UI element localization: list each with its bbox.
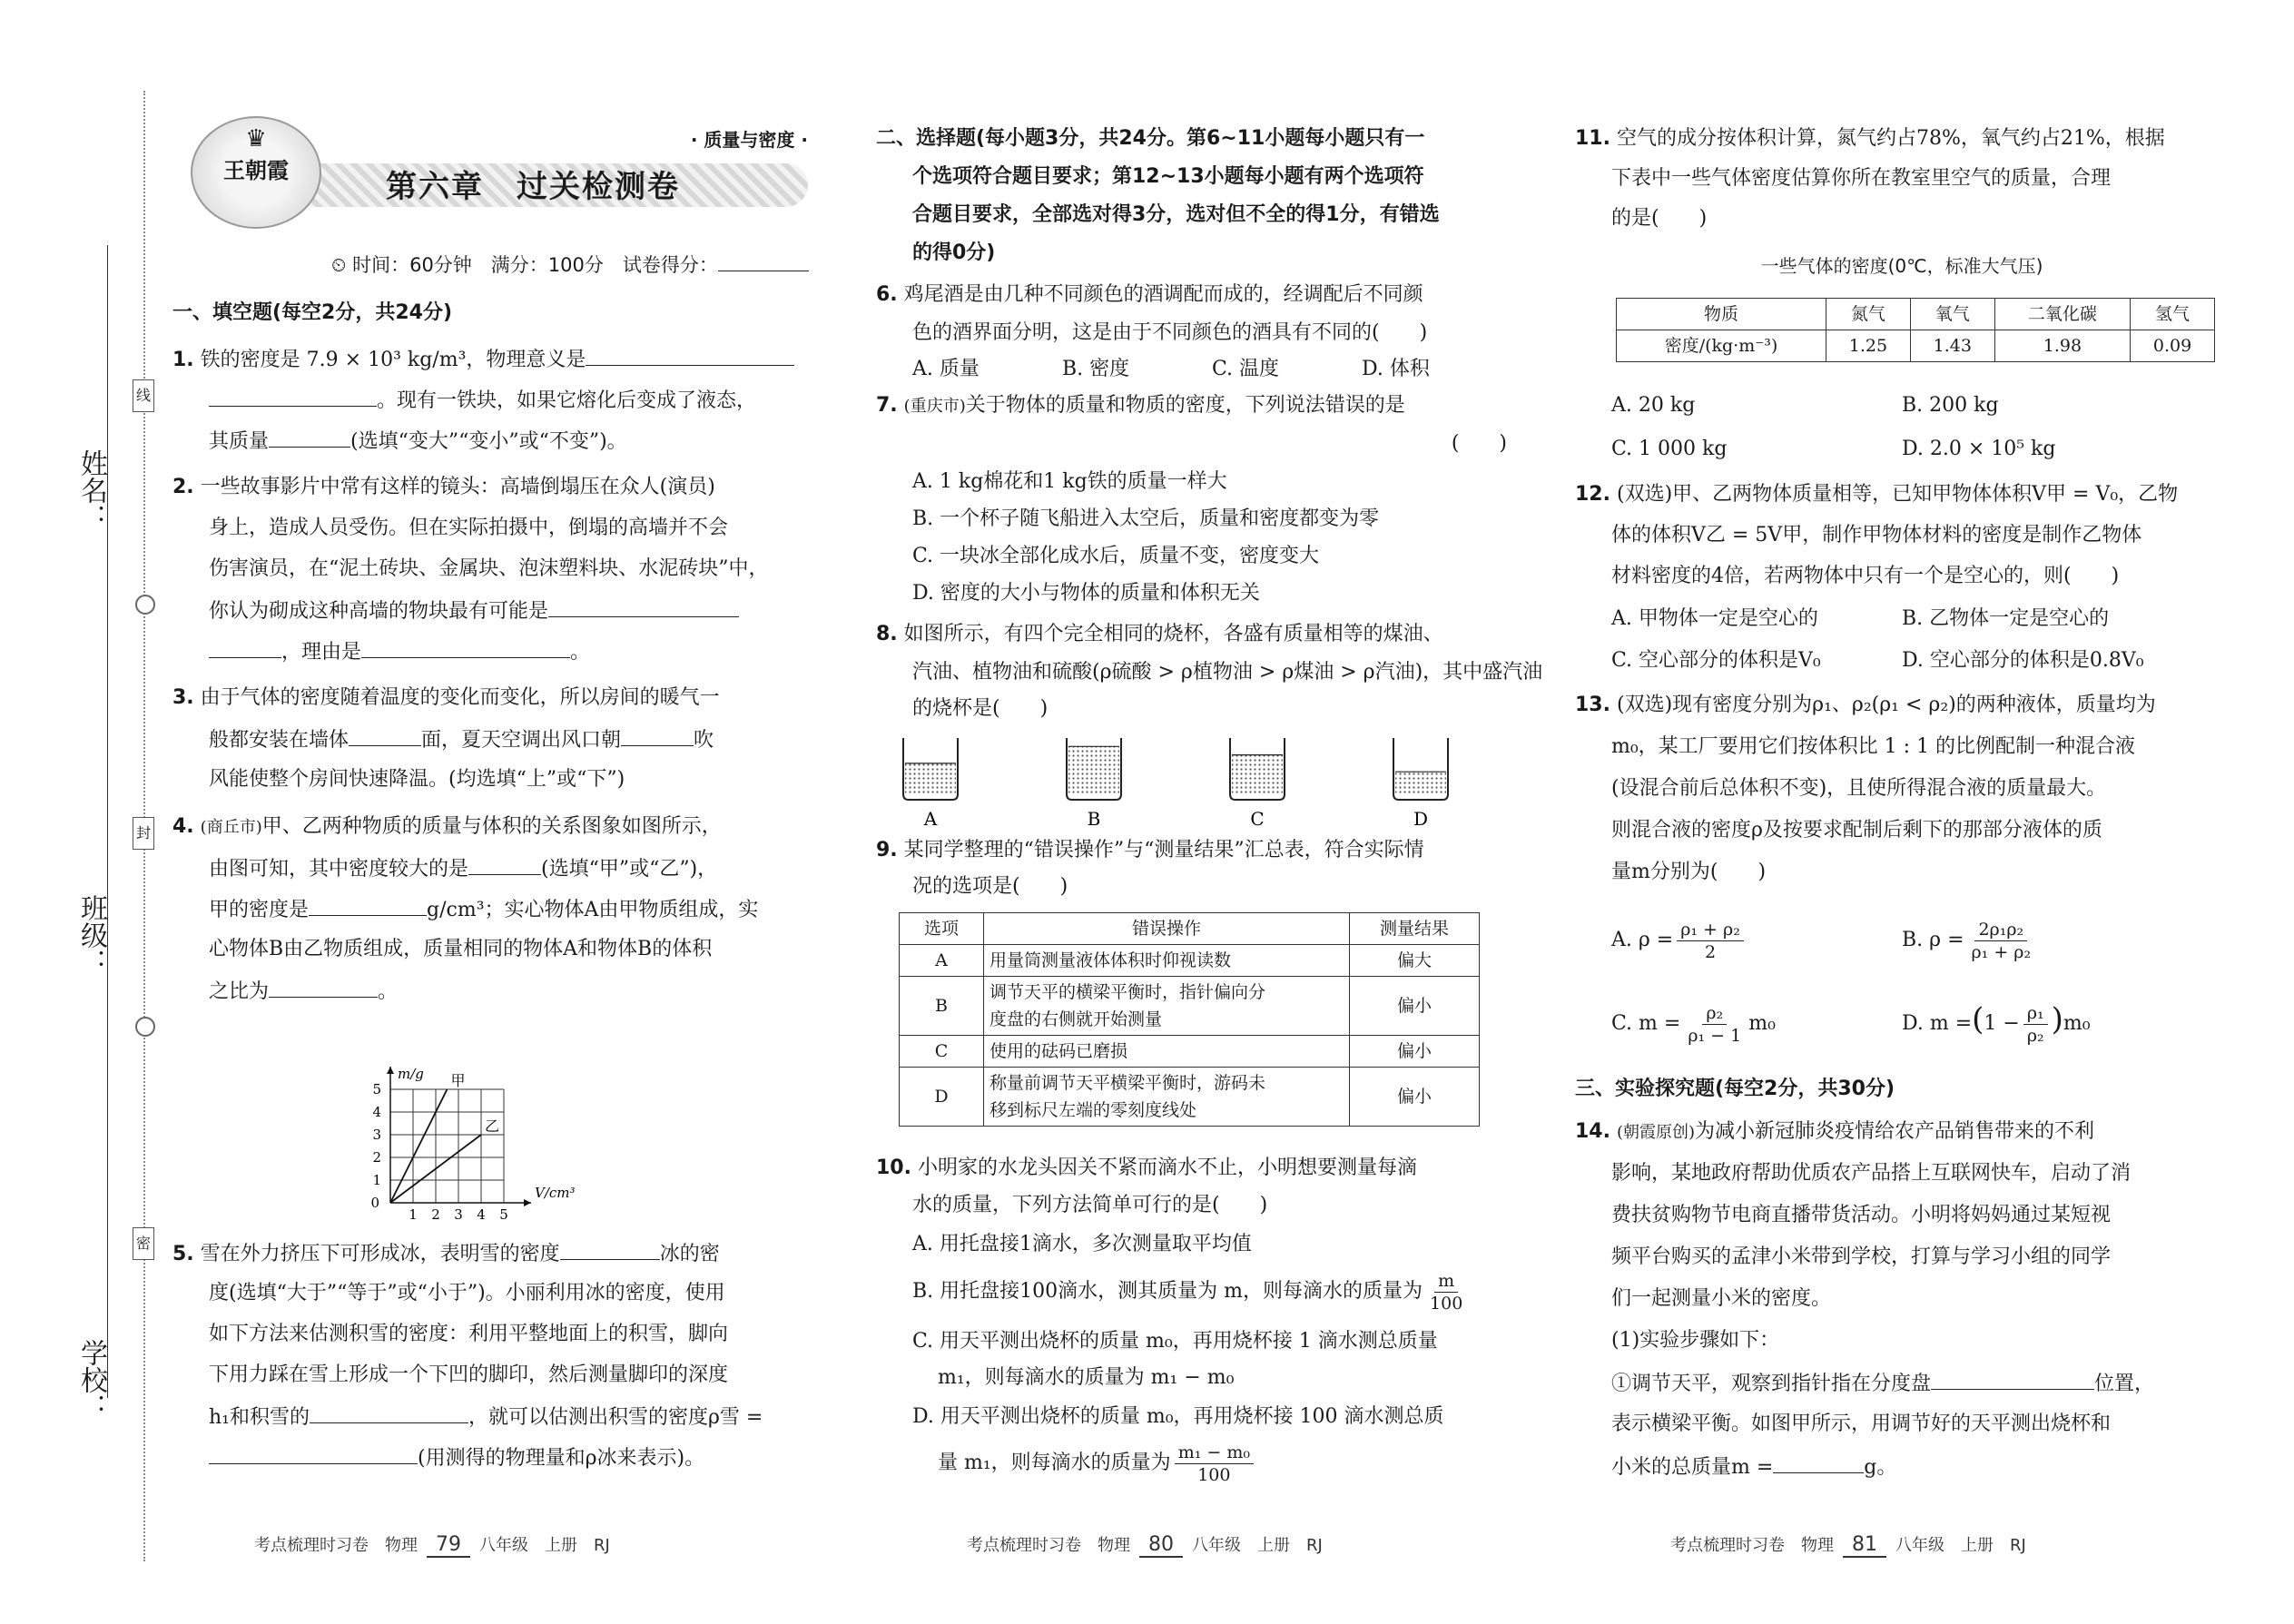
q8-line1: 8. 如图所示，有四个完全相同的烧杯，各盛有质量相等的煤油、	[876, 623, 1443, 645]
q2-blank-1[interactable]	[548, 596, 739, 617]
q12-line2: 体的体积V乙 = 5V甲，制作甲物体材料的密度是制作乙物体	[1611, 524, 2142, 546]
table-cell: 用量筒测量液体体积时仰视读数	[984, 945, 1350, 977]
fraction: $\frac{\text{m₁ − m₀}}{100}$	[1175, 1442, 1254, 1486]
q12-line1: 12. (双选)甲、乙两物体质量相等，已知甲物体体积V甲 = V₀，乙物	[1575, 483, 2179, 506]
q13-line5: 量m分别为( )	[1611, 861, 1767, 883]
q14-line7: ①调节天平，观察到指针指在分度盘 位置，	[1575, 1369, 2229, 1398]
q4-line3: 甲的密度是 g/cm³；实心物体A由甲物质组成，实	[172, 895, 826, 924]
q7-option-d[interactable]: D. 密度的大小与物体的质量和体积无关	[912, 582, 1260, 605]
table-cell: 物质	[1617, 299, 1826, 330]
q5-line2: 度(选填“大于”“等于”或“小于”)。小丽利用冰的密度，使用	[209, 1282, 725, 1304]
beakers-figure	[894, 731, 1475, 831]
q5-blank-3[interactable]	[209, 1443, 418, 1464]
fraction: $\frac{m}{100}$	[1430, 1270, 1463, 1314]
binding-ring-icon	[135, 595, 155, 615]
table-header-row	[900, 913, 1480, 945]
q4-line1: 4. (商丘市)甲、乙两种物质的质量与体积的关系图象如图所示，	[172, 815, 722, 838]
q2-line3: 伤害演员，在“泥土砖块、金属块、泡沫塑料块、水泥砖块”中，	[209, 557, 769, 580]
q7-option-b[interactable]: B. 一个杯子随飞船进入太空后，质量和密度都变为零	[912, 507, 1380, 530]
x-tick-label: 3	[454, 1206, 463, 1223]
q12-option-d[interactable]: D. 空心部分的体积是0.8V₀	[1902, 649, 2144, 672]
x-tick-label: 1	[409, 1206, 418, 1223]
q14-line9: 小米的总质量m = g。	[1575, 1452, 2229, 1481]
table-cell: 调节天平的横梁平衡时，指针偏向分 度盘的右侧就开始测量	[984, 977, 1350, 1036]
chapter-banner	[191, 116, 817, 205]
q4-line5: 之比为 。	[172, 977, 826, 1006]
table-cell: 二氧化碳	[1994, 299, 2130, 330]
section-2-heading-2: 个选项符合题目要求；第12~13小题每小题有两个选项符	[912, 165, 1424, 188]
q12-options-1	[1575, 605, 2229, 633]
q14-line5: 们一起测量小米的密度。	[1611, 1287, 1832, 1310]
footer-80: 考点梳理时习卷 物理 80 八年级 上册 RJ	[967, 1533, 1323, 1556]
table-cell: 0.09	[2131, 330, 2215, 362]
q1-line1: 1. 铁的密度是 7.9 × 10³ kg/m³，物理意义是	[172, 345, 826, 374]
table-header-cell: 错误操作	[984, 913, 1350, 945]
q14-line1: 14. (朝霞原创)为减小新冠肺炎疫情给农产品销售带来的不利	[1575, 1120, 2095, 1143]
q1-line2: 。现有一铁块，如果它熔化后变成了液态，	[172, 386, 826, 415]
table-row	[900, 1068, 1480, 1127]
x-tick-label: 5	[499, 1206, 508, 1223]
q9-table	[899, 912, 1480, 1127]
q6-line2: 色的酒界面分明，这是由于不同颜色的酒具有不同的( )	[912, 321, 1428, 344]
q3-line1: 3. 由于气体的密度随着温度的变化而变化，所以房间的暖气一	[172, 686, 720, 709]
q2-line1: 2. 一些故事影片中常有这样的镜头：高墙倒塌压在众人(演员)	[172, 476, 715, 498]
seal-mark-line: 线	[133, 379, 154, 412]
q13-line2: m₀，某工厂要用它们按体积比 1 : 1 的比例配制一种混合液	[1611, 735, 2136, 758]
logo-text: 王朝霞	[223, 158, 289, 183]
page-number: 79	[427, 1533, 470, 1558]
q12-option-a[interactable]: A. 甲物体一定是空心的	[1611, 607, 1818, 630]
logo-badge	[191, 116, 321, 229]
q11-option-b[interactable]: B. 200 kg	[1902, 394, 1999, 417]
table-cell: 偏小	[1350, 1068, 1480, 1127]
table-row	[900, 945, 1480, 977]
table-row	[1617, 299, 2215, 330]
beaker-liquid	[1068, 746, 1119, 794]
q2-line4: 你认为砌成这种高墙的物块最有可能是	[172, 596, 826, 625]
table-cell: 1.98	[1994, 330, 2130, 362]
q5-line4: 下用力踩在雪上形成一个下凹的脚印，然后测量脚印的深度	[209, 1363, 729, 1386]
table-cell: 氧气	[1910, 299, 1994, 330]
q5-line1: 5. 雪在外力挤压下可形成冰，表明雪的密度 冰的密	[172, 1239, 826, 1268]
x-tick-label: 2	[431, 1206, 440, 1223]
page-number: 81	[1843, 1533, 1886, 1558]
section-2-heading-1: 二、选择题(每小题3分，共24分。第6~11小题每小题只有一	[876, 127, 1425, 150]
q6-line1: 6. 鸡尾酒是由几种不同颜色的酒调配而成的，经调配后不同颜	[876, 283, 1423, 306]
q14-blank-1[interactable]	[1931, 1369, 2094, 1390]
q6-option-d[interactable]: D. 体积	[1362, 358, 1430, 380]
q12-option-b[interactable]: B. 乙物体一定是空心的	[1902, 607, 2110, 630]
page-80	[876, 0, 1543, 1624]
table-cell: 偏小	[1350, 1036, 1480, 1068]
q13-options-2	[1575, 994, 2229, 1045]
seal-mark-seal: 封	[133, 817, 154, 850]
beaker-label: D	[1413, 808, 1429, 830]
table-cell: C	[900, 1036, 984, 1068]
q7-option-a[interactable]: A. 1 kg棉花和1 kg铁的质量一样大	[912, 470, 1227, 493]
q2-line2: 身上，造成人员受伤。但在实际拍摄中，倒塌的高墙并不会	[209, 517, 729, 539]
table-cell: A	[900, 945, 984, 977]
q10-option-c1[interactable]: C. 用天平测出烧杯的质量 m₀，再用烧杯接 1 滴水测总质量	[912, 1330, 1438, 1353]
q14-line4: 频平台购买的孟津小米带到学校，打算与学习小组的同学	[1611, 1245, 2112, 1268]
gas-density-table	[1616, 298, 2215, 362]
beaker-label: A	[923, 808, 938, 830]
q11-line1: 11. 空气的成分按体积计算，氮气约占78%，氧气约占21%，根据	[1575, 127, 2165, 150]
fraction: $\frac{\text{ρ₁ + ρ₂}}{2}$	[1677, 919, 1744, 963]
table-cell: 1.25	[1826, 330, 1911, 362]
q4-blank-3[interactable]	[269, 977, 378, 998]
y-tick-label: 1	[372, 1172, 381, 1188]
q13-line4: 则混合液的密度ρ及按要求配制后剩下的那部分液体的质	[1611, 819, 2102, 842]
q4-blank-1[interactable]	[468, 854, 541, 875]
binding-solid-line	[107, 245, 108, 1398]
q3-blank-2[interactable]	[621, 725, 694, 746]
q7-option-c[interactable]: C. 一块冰全部化成水后，质量不变，密度变大	[912, 545, 1320, 567]
binding-strip	[0, 0, 163, 1624]
q9-line1: 9. 某同学整理的“错误操作”与“测量结果”汇总表，符合实际情	[876, 839, 1424, 861]
q3-line3: 风能使整个房间快速降温。(均选填“上”或“下”)	[209, 768, 625, 791]
q4-blank-2[interactable]	[309, 895, 427, 916]
q6-option-b[interactable]: B. 密度	[1062, 358, 1130, 380]
q6-options	[876, 356, 1525, 383]
q10-option-d1[interactable]: D. 用天平测出烧杯的质量 m₀，再用烧杯接 100 滴水测总质	[912, 1405, 1444, 1428]
mass-volume-chart	[354, 1044, 608, 1225]
q11-option-d[interactable]: D. 2.0 × 10⁵ kg	[1902, 438, 2056, 460]
y-tick-label: 3	[372, 1127, 381, 1143]
seal-mark-secret: 密	[133, 1227, 154, 1260]
q2-line5: ，理由是 。	[172, 637, 826, 666]
fraction: $\frac{\text{ρ₁}}{\text{ρ₂}}$	[2023, 1002, 2048, 1047]
x-axis-label: V/cm³	[535, 1185, 576, 1201]
series-label: 乙	[485, 1117, 500, 1135]
y-tick-label: 4	[372, 1104, 381, 1120]
y-tick-label: 2	[372, 1149, 381, 1166]
q12-option-c[interactable]: C. 空心部分的体积是V₀	[1611, 649, 1821, 672]
subject-tag: · 质量与密度 ·	[690, 129, 808, 151]
table-cell: D	[900, 1068, 984, 1127]
q13-option-c[interactable]: C. m = $\frac{\text{ρ₂}}{\text{ρ₁ − 1}}$ m₀	[1611, 1002, 1776, 1046]
q1-blank-3[interactable]	[269, 427, 350, 448]
q14-line6: (1)实验步骤如下：	[1611, 1329, 1780, 1352]
table-header-cell: 选项	[900, 913, 984, 945]
q12-line3: 材料密度的4倍，若两物体中只有一个是空心的，则( )	[1611, 565, 2120, 587]
q10-option-b[interactable]: B. 用托盘接100滴水，测其质量为 m，则每滴水的质量为 $\frac{m}{100}$	[876, 1269, 1525, 1314]
q3-line2: 般都安装在墙体 面，夏天空调出风口朝 吹	[172, 725, 826, 754]
q11-line3: 的是( )	[1611, 207, 1708, 230]
page-79	[172, 0, 826, 1624]
q8-line3: 的烧杯是( )	[912, 697, 1049, 720]
q7-paren: ( )	[1451, 432, 1507, 455]
q13-line3: (设混合前后总体积不变)，且使所得混合液的质量最大。	[1611, 777, 2107, 800]
q4-line2: 由图可知，其中密度较大的是 (选填“甲”或“乙”)，	[172, 854, 826, 883]
q11-options-2	[1575, 436, 2229, 463]
q10-option-d2: 量 m₁，则每滴水的质量为 $\frac{\text{m₁ − m₀}}{100}$	[876, 1440, 1525, 1487]
table-cell: 称量前调节天平横梁平衡时，游码未 移到标尺左端的零刻度线处	[984, 1068, 1350, 1127]
series-line	[390, 1089, 448, 1203]
q9-line2: 况的选项是( )	[912, 875, 1068, 898]
q14-line8: 表示横梁平衡。如图甲所示，用调节好的天平测出烧杯和	[1611, 1412, 2112, 1435]
section-2-heading-4: 的得0分)	[912, 241, 996, 264]
q13-line1: 13. (双选)现有密度分别为ρ₁、ρ₂(ρ₁ < ρ₂)的两种液体，质量均为	[1575, 694, 2156, 716]
q5-blank-1[interactable]	[560, 1239, 660, 1260]
fraction: $\frac{\text{2ρ₁ρ₂}}{\text{ρ₁ + ρ₂}}$	[1971, 919, 2032, 962]
q11-option-c[interactable]: C. 1 000 kg	[1611, 438, 1728, 460]
q10-option-a[interactable]: A. 用托盘接1滴水，多次测量取平均值	[912, 1233, 1252, 1255]
table-cell: 偏小	[1350, 977, 1480, 1036]
q1-line3: 其质量 (选填“变大”“变小”或“不变”)。	[172, 427, 826, 456]
table-cell: 偏大	[1350, 945, 1480, 977]
table-row	[1617, 330, 2215, 362]
q12-options-2	[1575, 647, 2229, 674]
beaker-label: B	[1087, 808, 1101, 830]
x-axis-arrow-icon	[524, 1199, 531, 1206]
footer-79: 考点梳理时习卷 物理 79 八年级 上册 RJ	[254, 1533, 610, 1556]
page-81	[1575, 0, 2229, 1624]
page-title: 第六章 过关检测卷	[386, 169, 680, 205]
table-row	[900, 977, 1480, 1036]
beaker-liquid	[905, 763, 956, 794]
q3-blank-1[interactable]	[349, 725, 421, 746]
q5-line5: h₁和积雪的 ，就可以估测出积雪的密度ρ雪 =	[172, 1403, 826, 1432]
q11-options-1	[1575, 392, 2229, 419]
q10-line1: 10. 小明家的水龙头因关不紧而滴水不止，小明想要测量每滴	[876, 1156, 1417, 1179]
fraction: $\frac{\text{ρ₂}}{\text{ρ₁ − 1}}$	[1688, 1002, 1742, 1046]
table-cell: 1.43	[1910, 330, 1994, 362]
q5-line3: 如下方法来估测积雪的密度：利用平整地面上的积雪，脚向	[209, 1323, 729, 1345]
q13-option-b[interactable]: B. ρ = $\frac{\text{2ρ₁ρ₂}}{\text{ρ₁ + ρ₂}}$	[1902, 929, 2038, 951]
score-blank[interactable]	[718, 251, 809, 271]
q14-line2: 影响，某地政府帮助优质农产品搭上互联网快车，启动了消	[1611, 1162, 2132, 1185]
section-3-heading: 三、实验探究题(每空2分，共30分)	[1575, 1078, 1895, 1100]
page-number: 80	[1139, 1533, 1183, 1558]
table-cell: 氮气	[1826, 299, 1911, 330]
q1-blank-2[interactable]	[209, 386, 377, 407]
y-axis-label: m/g	[398, 1066, 424, 1082]
name-label: 姓名：	[75, 449, 107, 531]
q2-blank-3[interactable]	[361, 637, 570, 658]
table-header-cell: 测量结果	[1350, 913, 1480, 945]
table-cell: B	[900, 977, 984, 1036]
x-tick-label: 4	[477, 1206, 486, 1223]
q14-line3: 费扶贫购物节电商直播带货活动。小明将妈妈通过某短视	[1611, 1204, 2112, 1226]
q13-option-d[interactable]: D. m =(1 − $\frac{\text{ρ₁}}{\text{ρ₂}}$ )m₀	[1902, 1001, 2091, 1046]
q4-line4: 心物体B由乙物质组成，质量相同的物体A和物体B的体积	[209, 938, 713, 960]
y-axis-arrow-icon	[387, 1067, 394, 1074]
series-label: 甲	[450, 1072, 466, 1089]
table-cell: 氢气	[2131, 299, 2215, 330]
q8-line2: 汽油、植物油和硫酸(ρ硫酸 > ρ植物油 > ρ煤油 > ρ汽油)，其中盛汽油	[912, 661, 1543, 684]
q6-option-a[interactable]: A. 质量	[912, 358, 980, 380]
class-label: 班级：	[75, 894, 107, 976]
q5-blank-2[interactable]	[310, 1403, 468, 1423]
footer-81: 考点梳理时习卷 物理 81 八年级 上册 RJ	[1670, 1533, 2026, 1556]
test-info: ⏲ 时间：60分钟 满分：100分 试卷得分：	[172, 251, 826, 279]
q5-line6: (用测得的物理量和ρ冰来表示)。	[172, 1443, 826, 1472]
logo-crown-icon: ♛	[245, 125, 267, 153]
binding-ring-icon	[135, 1017, 155, 1037]
q13-option-a[interactable]: A. ρ = $\frac{\text{ρ₁ + ρ₂}}{2}$	[1611, 915, 1902, 966]
q14-blank-2[interactable]	[1773, 1452, 1864, 1473]
section-2-heading-3: 合题目要求，全部选对得3分，选对但不全的得1分，有错选	[912, 203, 1440, 226]
y-tick-label: 5	[372, 1081, 381, 1097]
table-cell: 密度/(kg·m⁻³)	[1617, 330, 1826, 362]
q11-table-caption: 一些气体的密度(0℃，标准大气压)	[1760, 255, 2043, 277]
q10-option-c2: m₁，则每滴水的质量为 m₁ − m₀	[938, 1366, 1235, 1389]
beaker-liquid	[1232, 755, 1283, 794]
origin-label: 0	[370, 1195, 379, 1211]
beaker-liquid	[1395, 772, 1446, 794]
school-label: 学校：	[75, 1339, 107, 1421]
q11-option-a[interactable]: A. 20 kg	[1611, 394, 1696, 417]
q6-option-c[interactable]: C. 温度	[1212, 358, 1280, 380]
q13-options-1	[1575, 915, 2229, 966]
section-1-heading: 一、填空题(每空2分，共24分)	[172, 301, 453, 324]
table-cell: 使用的砝码已磨损	[984, 1036, 1350, 1068]
table-row	[900, 1036, 1480, 1068]
beaker-label: C	[1250, 808, 1265, 830]
q2-blank-2[interactable]	[209, 637, 281, 658]
q7-line1: 7. (重庆市)关于物体的质量和物质的密度，下列说法错误的是	[876, 394, 1405, 417]
clock-icon: ⏲	[331, 254, 347, 276]
q10-line2: 水的质量，下列方法简单可行的是( )	[912, 1194, 1268, 1216]
q11-line2: 下表中一些气体密度估算你所在教室里空气的质量，合理	[1611, 167, 2112, 190]
q1-blank-1[interactable]	[586, 345, 794, 366]
